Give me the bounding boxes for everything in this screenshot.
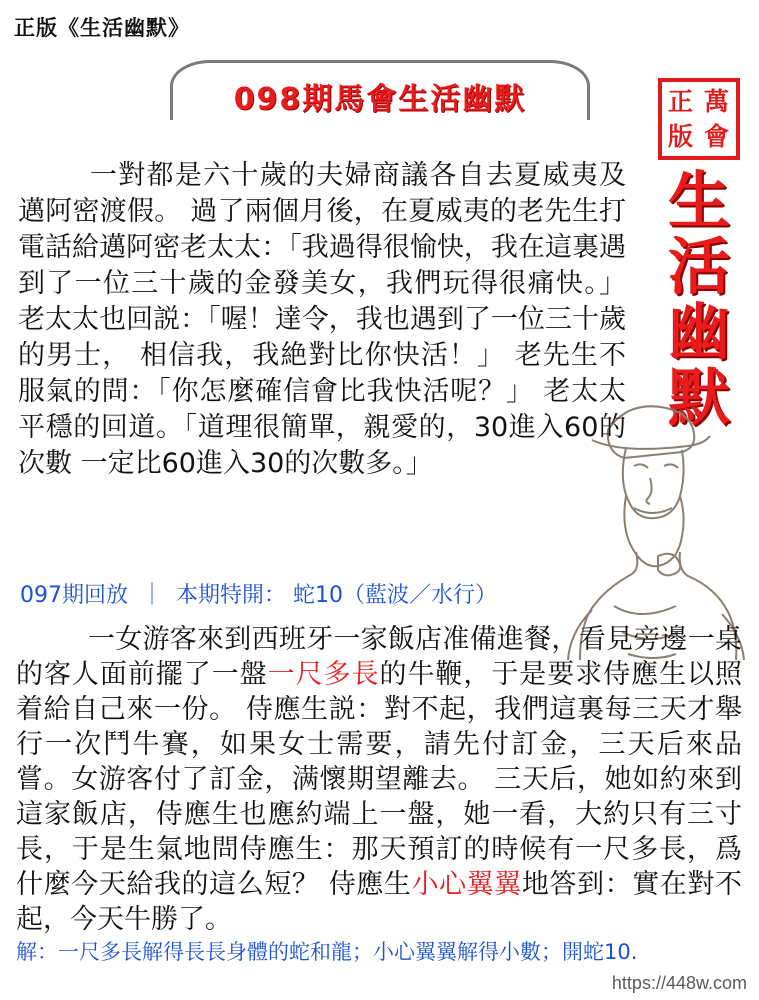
vertical-title-char-4: 默 xyxy=(667,361,730,435)
story-two-part-2: 的牛鞭，于是要求侍應生以照着給自己來一份。 侍應生説：對不起，我們這裏每三天才舉行一次鬥牛賽，如果女士需要，請先付訂金，三天后來品嘗。女游客付了訂金，满懷期望離去。 三天后，她如約來到這家飯店，侍應生也應約端上一盤，她一看，大約只有三寸長，于是生氣地問侍應生：那天預訂的時候有一尺多長，爲什麼今天給我的這么短？ 侍應生 xyxy=(16,659,743,900)
story-two-part-1: 一女游客來到西班牙一家飯店准備進餐，看見旁邊一桌的客人面前擺了一盤 xyxy=(16,624,742,690)
story-one-text: 一對都是六十歲的夫婦商議各自去夏威夷及邁阿密渡假。 過了兩個月後，在夏威夷的老先生打電話給邁阿密老太太：「我過得很愉快，我在這裏遇到了一位三十歲的金發美女，我們玩得很痛快。」 老太太也回説：「喔！達令，我也遇到了一位三十歲的男士， 相信我，我絶對比你快活！」 老先生不服氣的問：「你怎麼確信會比我快活呢？」 老太太平穩的回道。「道理很簡單，親愛的，30進入60的次數 一定比60進入30的次數多。」 xyxy=(18,160,626,479)
banner-title: 098期馬會生活幽默 xyxy=(233,82,527,117)
footer-url: https://448w.com xyxy=(611,973,747,993)
current-open-label: 本期特開： xyxy=(176,583,287,608)
page-header-title: 正版《生活幽默》 xyxy=(14,16,190,40)
vertical-title-char-2: 活 xyxy=(667,229,730,303)
seal-char-3: 版 xyxy=(668,122,694,151)
story-two-highlight-2: 小心翼翼 xyxy=(411,869,522,900)
story-two-highlight-1: 一尺多長 xyxy=(267,659,380,690)
vertical-title-char-1: 生 xyxy=(667,164,730,237)
red-seal-stamp xyxy=(658,78,740,160)
story-two-text xyxy=(16,622,742,937)
separator-bar: ｜ xyxy=(141,583,164,608)
vertical-title xyxy=(660,164,738,435)
answer-line: 解：一尺多長解得長長身體的蛇和龍；小心翼翼解得小數；開蛇10. xyxy=(16,940,638,964)
seal-char-2: 萬 xyxy=(704,87,730,116)
seal-char-1: 正 xyxy=(668,87,694,116)
banner xyxy=(170,56,590,124)
previous-period-line xyxy=(20,578,640,609)
story-two-part-3: 地答到：實在對不起，今天牛勝了。 xyxy=(16,869,743,935)
vertical-title-char-3: 幽 xyxy=(667,295,730,369)
previous-period-label: 097期回放 xyxy=(20,583,128,608)
seal-char-4: 會 xyxy=(704,122,730,151)
current-open-value: 蛇10（藍波／水行） xyxy=(293,583,498,608)
